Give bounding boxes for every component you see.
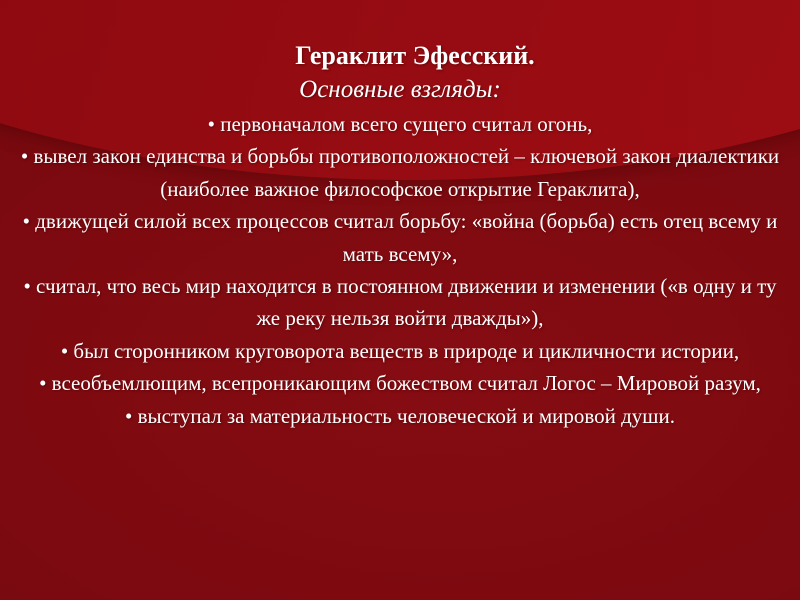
slide-content <box>20 38 780 432</box>
views-list <box>20 108 780 432</box>
list-item: • был сторонником круговорота веществ в природе и цикличности истории, <box>60 338 740 363</box>
list-item: • движущей силой всех процессов считал борьбу: «война (борьба) есть отец всему и мать всему», <box>22 209 778 266</box>
slide-subtitle: Основные взгляды: <box>299 76 501 103</box>
list-item: • вывел закон единства и борьбы противоположностей – ключевой закон диалектики (наиболее важное философское открытие Гераклита), <box>20 144 780 201</box>
list-item: • всеобъемлющим, всепроникающим божеством считал Логос – Мировой разум, <box>39 371 761 396</box>
list-item: • первоначалом всего сущего считал огонь, <box>207 112 593 136</box>
list-item: • выступал за материальность человеческой и мировой души. <box>125 403 675 428</box>
slide-title: Гераклит Эфесский. <box>295 41 535 70</box>
list-item: • считал, что весь мир находится в постоянном движении и изменении («в одну и ту же реку нельзя войти дважды»), <box>23 274 777 331</box>
